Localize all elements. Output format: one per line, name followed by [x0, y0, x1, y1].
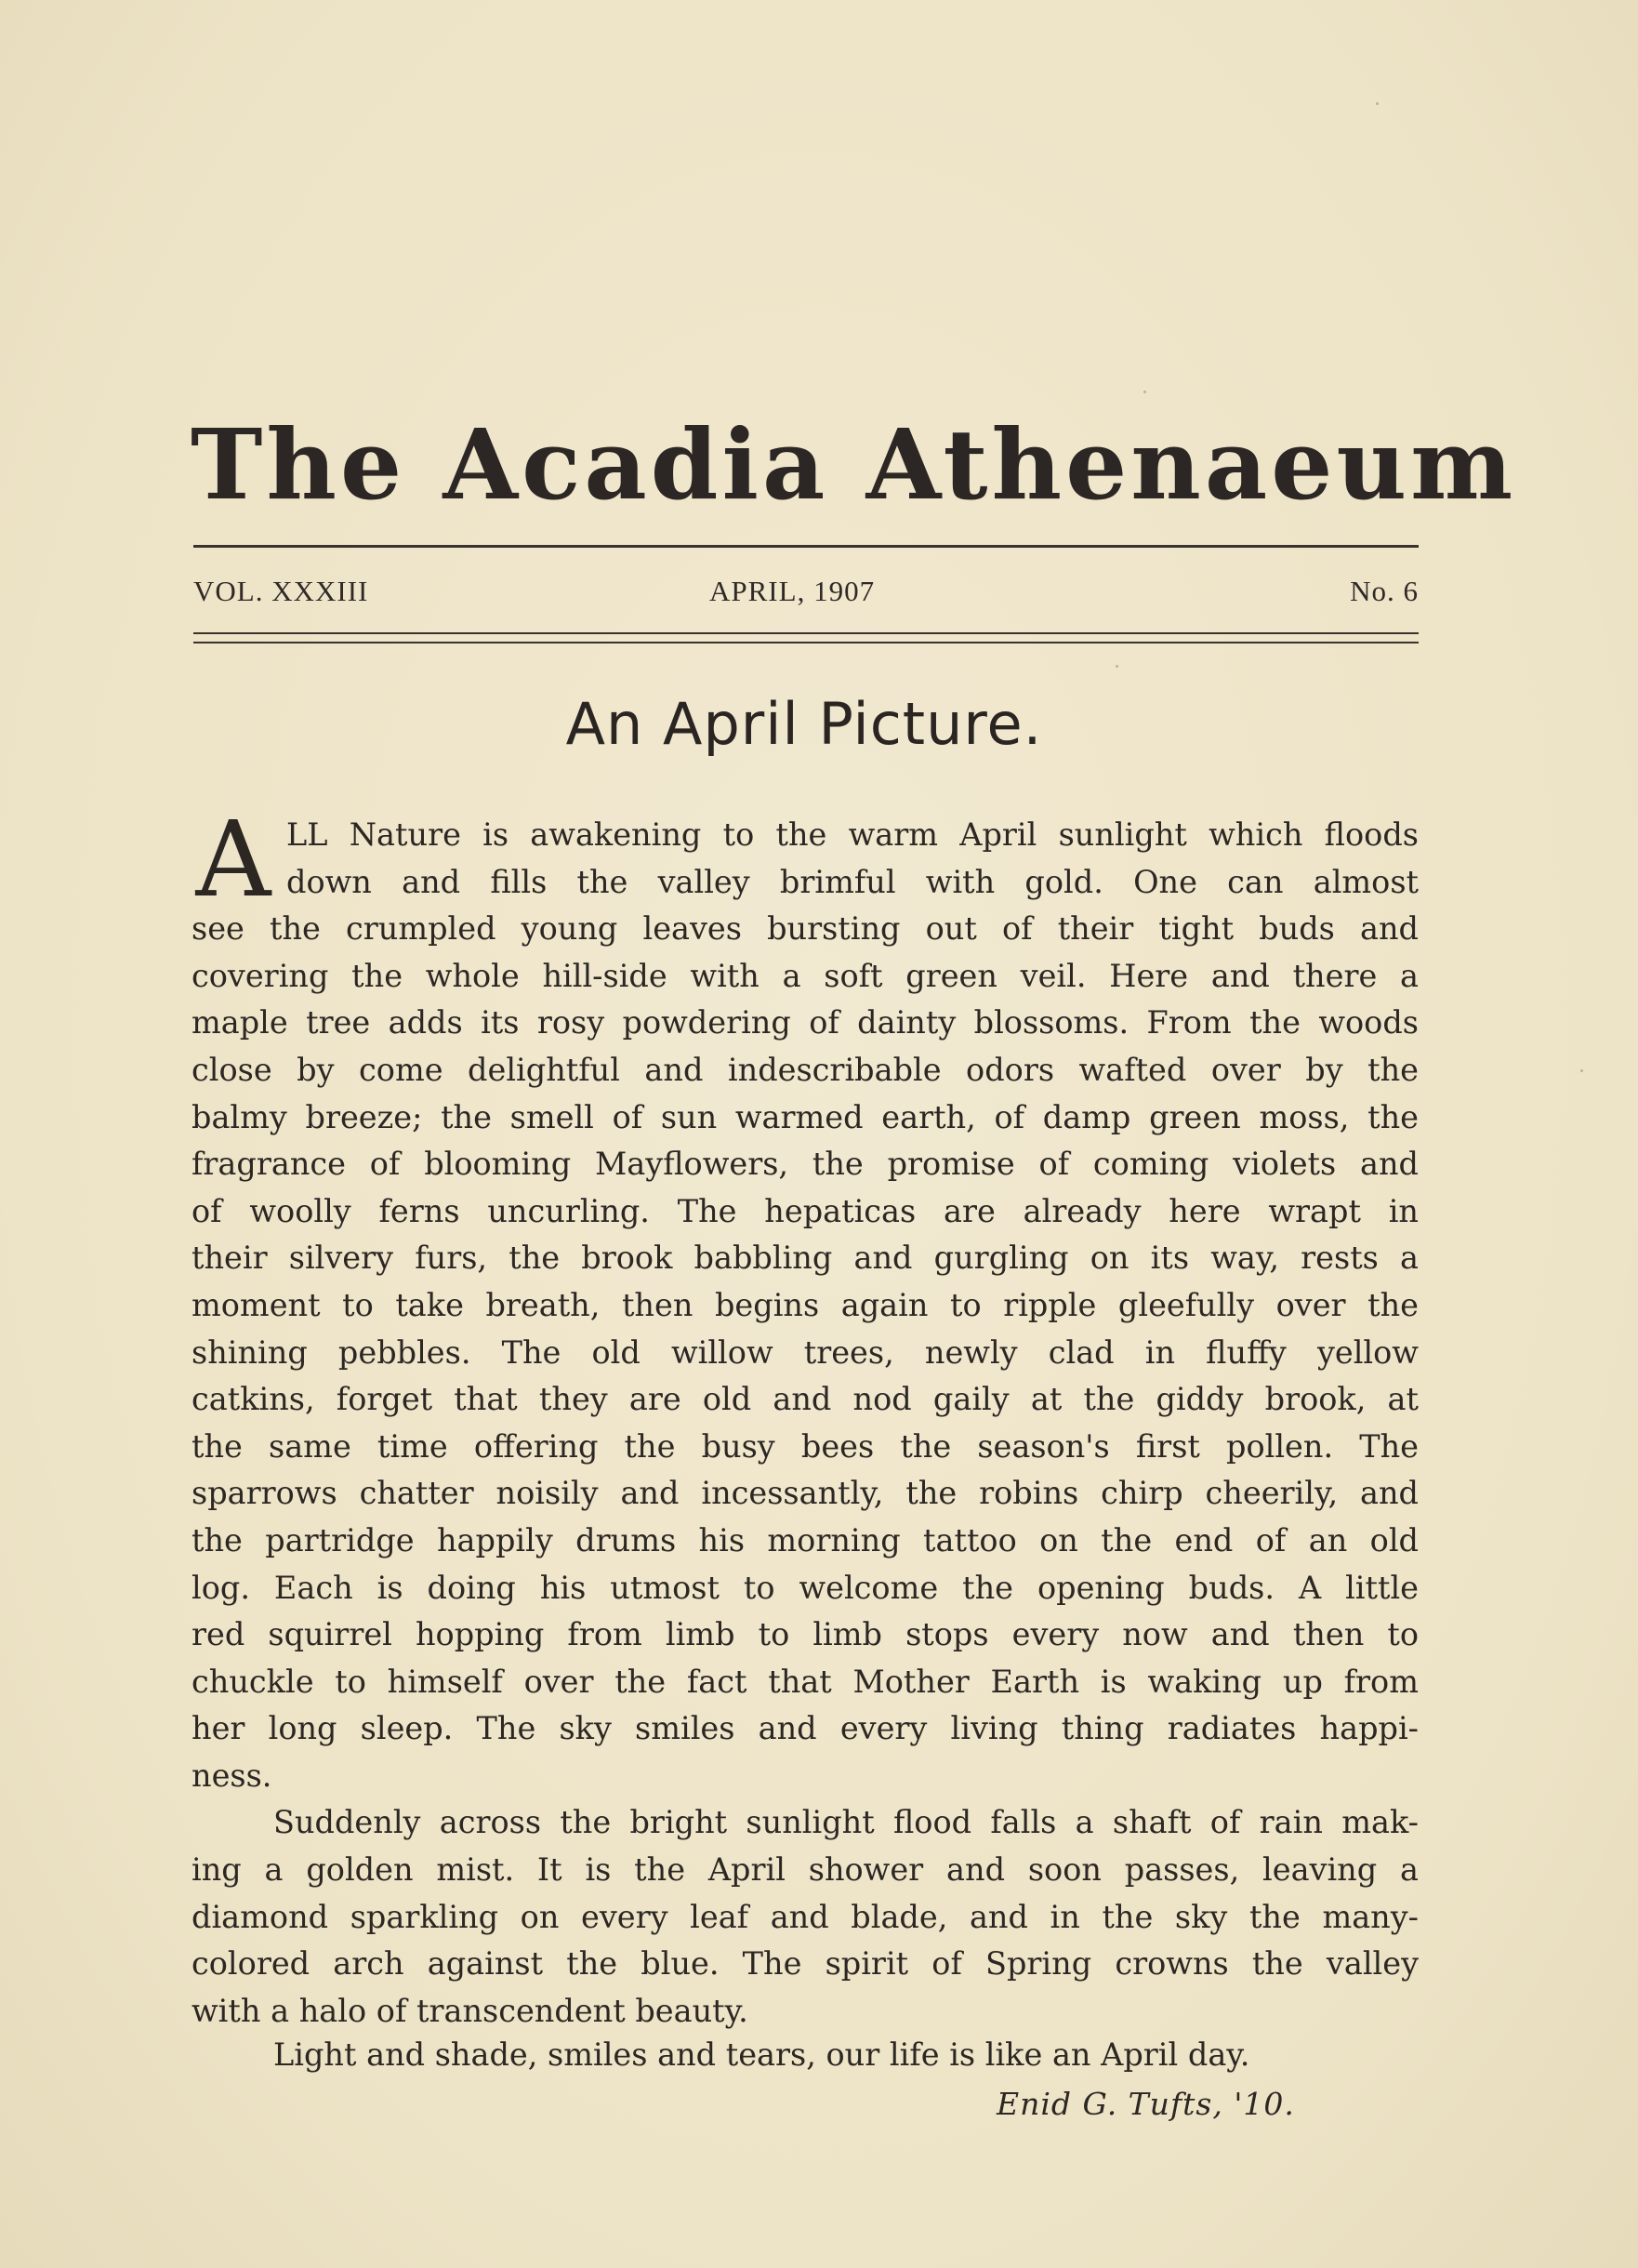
body-line: moment to take breath, then begins again to ripple gleefully over the — [192, 1286, 1419, 1323]
paper-speck — [1376, 102, 1379, 105]
article-title: An April Picture. — [565, 690, 1043, 758]
drop-cap: A — [195, 800, 271, 921]
masthead-rule — [193, 545, 1419, 548]
second-paragraph — [192, 1799, 1419, 2035]
body-line: diamond sparkling on every leaf and blade, and in the sky the many- — [192, 1898, 1419, 1935]
body-line: covering the whole hill-side with a soft green veil. Here and there a — [192, 957, 1419, 994]
body-line: balmy breeze; the smell of sun warmed earth, of damp green moss, the — [192, 1098, 1419, 1135]
body-line: ness. — [192, 1757, 272, 1794]
issue-rule-lower — [193, 642, 1419, 643]
body-line: close by come delightful and indescribable odors wafted over by the — [192, 1051, 1419, 1088]
body-line: Suddenly across the bright sunlight flood falls a shaft of rain mak- — [273, 1804, 1419, 1841]
body-line: with a halo of transcendent beauty. — [192, 1992, 748, 2029]
body-line: ing a golden mist. It is the April shower and soon passes, leaving a — [192, 1851, 1419, 1889]
author-signature: Enid G. Tufts, '10. — [997, 2086, 1295, 2122]
closing-line: Light and shade, smiles and tears, our life is like an April day. — [273, 2036, 1250, 2073]
body-line: sparrows chatter noisily and incessantly, the robins chirp cheerily, and — [192, 1475, 1419, 1512]
body-line: catkins, forget that they are old and nod gaily at the giddy brook, at — [192, 1381, 1419, 1418]
issue-date: APRIL, 1907 — [709, 575, 876, 607]
first-paragraph — [192, 800, 1419, 1799]
body-line: colored arch against the blue. The spirit of Spring crowns the valley — [192, 1945, 1419, 1983]
body-line: of woolly ferns uncurling. The hepaticas are already here wrapt in — [192, 1192, 1419, 1229]
body-line: see the crumpled young leaves bursting out of their tight buds and — [192, 910, 1419, 948]
body-line: down and fills the valley brimful with gold. One can almost — [286, 863, 1419, 900]
body-line: their silvery furs, the brook babbling and gurgling on its way, rests a — [192, 1240, 1419, 1277]
body-line: fragrance of blooming Mayflowers, the promise of coming violets and — [192, 1146, 1419, 1183]
paper-speck — [1143, 391, 1146, 393]
body-line: log. Each is doing his utmost to welcome the opening buds. A little — [192, 1569, 1419, 1606]
paper-speck — [1580, 1069, 1583, 1072]
masthead-title: The Acadia Athenaeum — [191, 407, 1517, 522]
issue-rule-upper — [193, 632, 1419, 634]
body-line: chuckle to himself over the fact that Mother Earth is waking up from — [192, 1663, 1419, 1700]
body-line: the same time offering the busy bees the season's first pollen. The — [192, 1427, 1419, 1465]
body-line: maple tree adds its rosy powdering of dainty blossoms. From the woods — [192, 1004, 1419, 1041]
issue-info — [193, 575, 1419, 612]
article-body — [192, 800, 1419, 2035]
paper-speck — [1116, 665, 1118, 668]
issue-number: No. 6 — [1350, 575, 1419, 607]
body-line: red squirrel hopping from limb to limb stops every now and then to — [192, 1616, 1419, 1653]
issue-volume: VOL. XXXIII — [193, 575, 369, 607]
body-line: LL Nature is awakening to the warm April sunlight which floods — [286, 816, 1419, 853]
body-line: the partridge happily drums his morning tattoo on the end of an old — [192, 1521, 1419, 1558]
body-line: shining pebbles. The old willow trees, newly clad in fluffy yellow — [192, 1333, 1419, 1371]
body-line: her long sleep. The sky smiles and every living thing radiates happi- — [192, 1710, 1419, 1747]
